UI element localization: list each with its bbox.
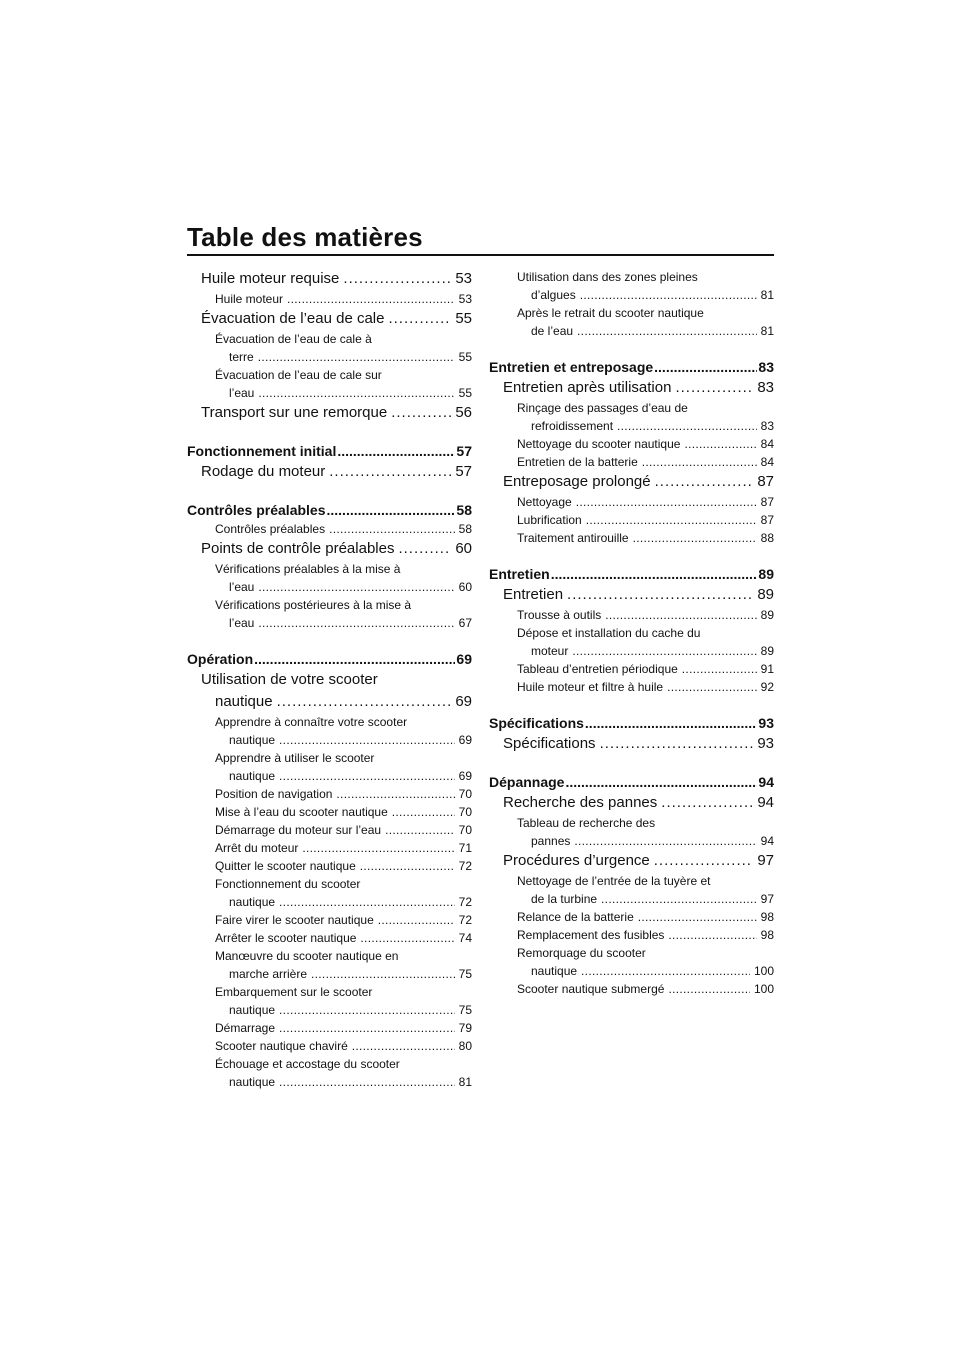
toc-chapter[interactable]: Entretien et entreposage ..... 83 xyxy=(489,359,774,379)
toc-chapter[interactable]: Fonctionnement initial ..... 57 xyxy=(187,443,472,463)
toc-entry[interactable]: Contrôles préalables ..... 58 xyxy=(187,522,472,540)
toc-entry[interactable]: l’eau ..... 55 xyxy=(187,386,472,404)
toc-entry[interactable]: Arrêter le scooter nautique ..... 74 xyxy=(187,931,472,949)
toc-entry-line: Évacuation de l’eau de cale sur xyxy=(215,368,382,382)
toc-entry[interactable]: moteur ..... 89 xyxy=(489,644,774,662)
toc-entry-line: Vérifications préalables à la mise à xyxy=(215,562,401,576)
toc-entry-line: Apprendre à connaître votre scooter xyxy=(215,715,408,729)
toc-chapter[interactable]: Spécifications ..... 93 xyxy=(489,715,774,735)
toc-entry[interactable]: Remplacement des fusibles ..... 98 xyxy=(489,928,774,946)
toc-entry[interactable]: marche arrière ..... 75 xyxy=(187,967,472,985)
toc-entry-line: Évacuation de l’eau de cale à xyxy=(215,332,372,346)
toc-entry[interactable]: Trousse à outils ..... 89 xyxy=(489,608,774,626)
toc-entry[interactable]: Tableau d’entretien périodique ..... 91 xyxy=(489,662,774,680)
toc-entry[interactable]: nautique ..... 81 xyxy=(187,1075,472,1093)
toc-entry-line: Embarquement sur le scooter xyxy=(215,985,373,999)
toc-entry[interactable]: nautique ..... 72 xyxy=(187,895,472,913)
toc-chapter[interactable]: Opération ..... 69 xyxy=(187,651,472,671)
toc-chapter[interactable]: Dépannage ..... 94 xyxy=(489,774,774,794)
toc-entry[interactable]: Recherche des pannes ..... 94 xyxy=(489,794,774,816)
toc-chapter[interactable]: Contrôles préalables ..... 58 xyxy=(187,502,472,522)
toc-entry[interactable]: Démarrage du moteur sur l’eau ..... 70 xyxy=(187,823,472,841)
toc-entry-line: Utilisation de votre scooter xyxy=(201,671,378,688)
toc-entry[interactable]: terre ..... 55 xyxy=(187,350,472,368)
toc-entry[interactable]: Spécifications ..... 93 xyxy=(489,735,774,757)
toc-entry[interactable]: Huile moteur et filtre à huile ..... 92 xyxy=(489,680,774,698)
toc-entry[interactable]: l’eau ..... 60 xyxy=(187,580,472,598)
toc-entry[interactable]: Arrêt du moteur ..... 71 xyxy=(187,841,472,859)
page-title: Table des matières xyxy=(187,222,423,252)
toc-entry[interactable]: nautique ..... 69 xyxy=(187,769,472,787)
toc-entry[interactable]: Rodage du moteur ..... 57 xyxy=(187,463,472,485)
toc-entry[interactable]: Relance de la batterie ..... 98 xyxy=(489,910,774,928)
toc-entry-line: Nettoyage de l’entrée de la tuyère et xyxy=(517,874,711,888)
toc-column-right xyxy=(489,270,774,1000)
toc-entry[interactable]: d’algues ..... 81 xyxy=(489,288,774,306)
toc-entry[interactable]: Évacuation de l’eau de cale ..... 55 xyxy=(187,310,472,332)
toc-entry-line: Apprendre à utiliser le scooter xyxy=(215,751,375,765)
toc-entry[interactable]: Scooter nautique submergé ..... 100 xyxy=(489,982,774,1000)
toc-entry[interactable]: refroidissement ..... 83 xyxy=(489,419,774,437)
toc-entry-line: Manœuvre du scooter nautique en xyxy=(215,949,399,963)
toc-entry-line: Échouage et accostage du scooter xyxy=(215,1057,400,1071)
toc-entry[interactable]: l’eau ..... 67 xyxy=(187,616,472,634)
toc-entry[interactable]: Quitter le scooter nautique ..... 72 xyxy=(187,859,472,877)
toc-entry[interactable]: Traitement antirouille ..... 88 xyxy=(489,531,774,549)
toc-entry[interactable]: Nettoyage ..... 87 xyxy=(489,495,774,513)
toc-entry-line: Rinçage des passages d’eau de xyxy=(517,401,688,415)
toc-entry-line: Vérifications postérieures à la mise à xyxy=(215,598,412,612)
toc-entry[interactable]: Scooter nautique chaviré ..... 80 xyxy=(187,1039,472,1057)
toc-entry[interactable]: Entretien ..... 89 xyxy=(489,586,774,608)
toc-entry[interactable]: nautique ..... 75 xyxy=(187,1003,472,1021)
toc-entry[interactable]: Huile moteur requise ..... 53 xyxy=(187,270,472,292)
toc-entry[interactable]: Points de contrôle préalables ..... 60 xyxy=(187,540,472,562)
toc-entry-line: Tableau de recherche des xyxy=(517,816,656,830)
toc-entry[interactable]: Mise à l’eau du scooter nautique ..... 70 xyxy=(187,805,472,823)
toc-entry[interactable]: Procédures d’urgence ..... 97 xyxy=(489,852,774,874)
toc-column-left xyxy=(187,270,472,1093)
toc-entry-line: Dépose et installation du cache du xyxy=(517,626,701,640)
toc-entry-line: Remorquage du scooter xyxy=(517,946,646,960)
toc-entry[interactable]: Lubrification ..... 87 xyxy=(489,513,774,531)
toc-entry[interactable]: nautique ..... 69 xyxy=(187,693,472,715)
toc-entry[interactable]: pannes ..... 94 xyxy=(489,834,774,852)
toc-entry[interactable]: Entretien de la batterie ..... 84 xyxy=(489,455,774,473)
toc-entry[interactable]: Entretien après utilisation ..... 83 xyxy=(489,379,774,401)
toc-entry[interactable]: Transport sur une remorque ..... 56 xyxy=(187,404,472,426)
title-divider xyxy=(187,254,774,256)
toc-entry[interactable]: Nettoyage du scooter nautique ..... 84 xyxy=(489,437,774,455)
toc-entry[interactable]: Faire virer le scooter nautique ..... 72 xyxy=(187,913,472,931)
toc-entry-line: Après le retrait du scooter nautique xyxy=(517,306,704,320)
toc-chapter[interactable]: Entretien ..... 89 xyxy=(489,566,774,586)
toc-entry-line: Fonctionnement du scooter xyxy=(215,877,361,891)
toc-entry[interactable]: Huile moteur ..... 53 xyxy=(187,292,472,310)
toc-entry[interactable]: nautique ..... 100 xyxy=(489,964,774,982)
toc-entry[interactable]: Position de navigation ..... 70 xyxy=(187,787,472,805)
toc-entry-line: Utilisation dans des zones pleines xyxy=(517,270,698,284)
toc-entry[interactable]: Entreposage prolongé ..... 87 xyxy=(489,473,774,495)
toc-entry[interactable]: de la turbine ..... 97 xyxy=(489,892,774,910)
toc-entry[interactable]: nautique ..... 69 xyxy=(187,733,472,751)
toc-entry[interactable]: de l’eau ..... 81 xyxy=(489,324,774,342)
toc-entry[interactable]: Démarrage ..... 79 xyxy=(187,1021,472,1039)
